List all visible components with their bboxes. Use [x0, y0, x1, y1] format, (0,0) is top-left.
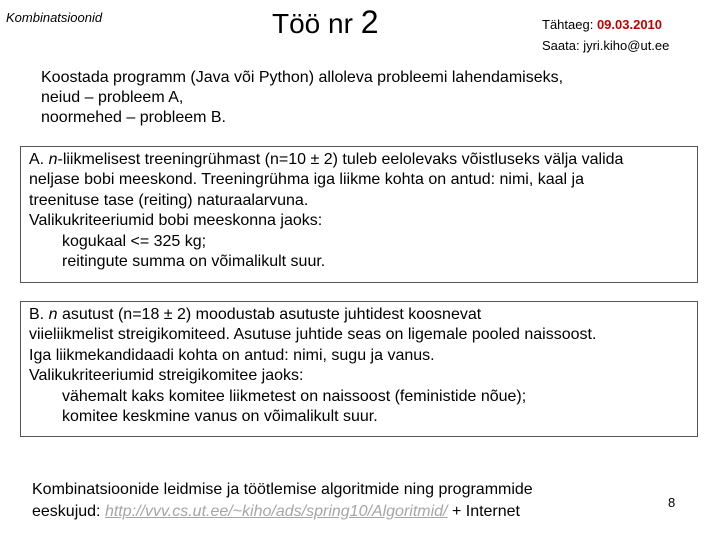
problem-a-criterion: reitingute summa on võimalikult suur. [62, 253, 326, 271]
problem-a-prefix: A. [29, 151, 45, 168]
problem-b-criterion: komitee keskmine vanus on võimalikult suur. [62, 408, 378, 426]
problem-b-box [20, 301, 698, 437]
page-number: 8 [668, 495, 676, 510]
course-name: Kombinatsioonid [6, 10, 103, 25]
footer-text [32, 479, 533, 523]
title-text: Töö nr [272, 8, 353, 39]
problem-a-line: Valikukriteeriumid bobi meeskonna jaoks: [29, 212, 323, 230]
send-to-line: Saata: jyri.kiho@ut.ee [542, 38, 670, 53]
problem-b-line: viieliikmelist streigikomiteed. Asutuse juhtide seas on ligemale pooled naissoost. [29, 326, 597, 344]
problem-a-n: n [48, 151, 58, 168]
problem-b-prefix: B. [29, 306, 45, 323]
footer-suffix: + Internet [451, 503, 520, 520]
problem-b-line [29, 305, 689, 325]
page-title [272, 4, 379, 41]
problem-b-n: n [48, 306, 58, 323]
footer-prefix: eeskujud: [32, 503, 101, 520]
problem-a-line [29, 150, 689, 170]
problem-a-line: treenituse tase (reiting) naturaalarvuna. [29, 191, 309, 209]
problem-b-line: Iga liikmekandidaadi kohta on antud: nimi, sugu ja vanus. [29, 346, 435, 364]
problem-a-line1: -liikmelisest treeningrühmast (n=10 ± 2) tuleb eelolevaks võistluseks välja valida [57, 151, 624, 168]
intro-line: noormehed – probleem B. [41, 109, 226, 126]
algorithms-link[interactable]: http://vvv.cs.ut.ee/~kiho/ads/spring10/Algoritmid/ [104, 503, 448, 520]
intro-line: neiud – probleem A, [41, 89, 184, 106]
problem-a-line: neljase bobi meeskond. Treeningrühma iga liikme kohta on antud: nimi, kaal ja [29, 171, 584, 189]
footer-line: Kombinatsioonide leidmise ja töötlemise algoritmide ning programmide [32, 481, 533, 498]
deadline-line [542, 14, 669, 35]
problem-a-box [20, 146, 698, 283]
problem-b-criterion: vähemalt kaks komitee liikmetest on naissoost (feministide nõue); [62, 387, 527, 405]
intro-line: Koostada programm (Java või Python) alloleva probleemi lahendamiseks, [41, 69, 564, 86]
deadline-label: Tähtaeg: [542, 17, 594, 32]
problem-b-line1: asutust (n=18 ± 2) moodustab asutuste juhtidest koosnevat [61, 306, 482, 323]
deadline-date: 09.03.2010 [596, 17, 663, 32]
title-number: 2 [360, 4, 379, 40]
footer-line [32, 501, 533, 523]
intro-text [41, 68, 563, 128]
problem-b-line: Valikukriteeriumid streigikomitee jaoks: [29, 367, 304, 385]
deadline-block [542, 14, 669, 56]
problem-a-criterion: kogukaal <= 325 kg; [62, 232, 207, 250]
